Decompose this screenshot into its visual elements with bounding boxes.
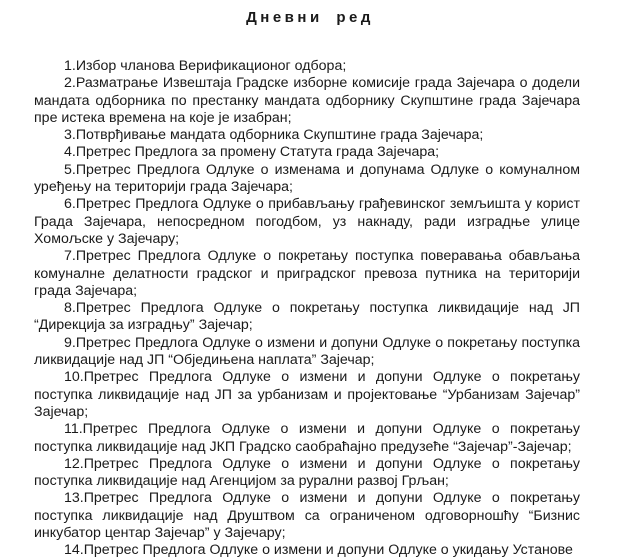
agenda-item-11: 11.Претрес Предлога Одлуке о измени и допуни Одлуке о покретању поступка ликвидације над ЈКП Градско саобраћајно предузеће “Зајечар”-Зајечар; (34, 421, 580, 455)
agenda-item-2: 2.Разматрање Извештаја Градске изборне комисије града Зајечара о додели мандата одборника по престанку мандата одборнику Скупштине града Зајечара пре истека времена на које је изабран; (34, 75, 580, 126)
agenda-item-12: 12.Претрес Предлога Одлуке о измени и допуни Одлуке о покретању поступка ликвидације над Агенцијом за рурални развој Грљан; (34, 455, 580, 490)
agenda-item-5: 5.Претрес Предлога Одлуке о изменама и допунама Одлуке о комуналном уређењу на територији града Зајечара; (34, 161, 580, 196)
page-title: Дневни ред (246, 9, 374, 26)
agenda-item-14: 14.Претрес Предлога Одлуке о измени и допуни Одлуке о укидању Установе (64, 542, 573, 559)
agenda-item-8: 8.Претрес Предлога Одлуке о покретању поступка ликвидације над ЈП “Дирекција за изградњу” Зајечар; (34, 300, 580, 334)
agenda-item-3: 3.Потврђивање мандата одборника Скупштине града Зајечара; (64, 127, 484, 144)
agenda-item-13: 13.Претрес Предлога Одлуке о измени и допуни Одлуке о покретању поступка ликвидације над Друштвом са ограниченом одговорношћу “Бизнис инкубатор центар Зајечар” у Зајечару; (34, 490, 580, 542)
agenda-item-4: 4.Претрес Предлога за промену Статута града Зајечара; (64, 144, 440, 161)
agenda-item-9: 9.Претрес Предлога Одлуке о измени и допуни Одлуке о покретању поступка ликвидације над ЈП “Обједињена наплата” Зајечар; (34, 334, 580, 369)
agenda-list (34, 58, 580, 560)
agenda-item-10: 10.Претрес Предлога Одлуке о измени и допуни Одлуке о покретању поступка ликвидације над ЈП за урбанизам и пројектовање “Урбанизам Зајечар” Зајечар; (34, 369, 580, 420)
agenda-item-1: 1.Избор чланова Верификационог одбора; (64, 58, 347, 74)
agenda-item-6: 6.Претрес Предлога Одлуке о прибављању грађевинског земљишта у корист Града Зајечара, непосредном погодбом, уз накнаду, ради изградње улице Хомољске у Зајечару; (34, 196, 580, 247)
agenda-item-7: 7.Претрес Предлога Одлуке о покретању поступка поверавања обављања комуналне делатности градског и приградског превоза путника на територији града Зајечара; (34, 248, 580, 299)
